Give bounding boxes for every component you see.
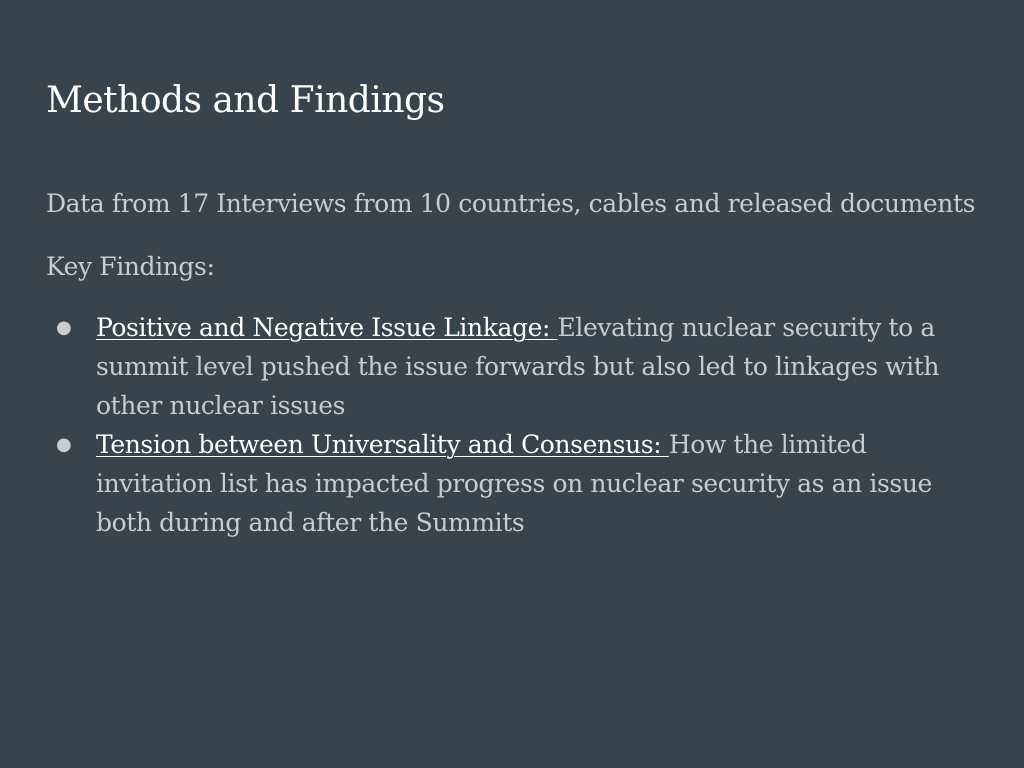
findings-list	[46, 308, 986, 542]
finding-text: How the limited invitation list has impacted progress on nuclear security as an issue both during and after the Summits	[96, 430, 932, 537]
slide-title: Methods and Findings	[46, 80, 445, 121]
finding-text: Elevating nuclear security to a summit level pushed the issue forwards but also led to linkages with other nuclear issues	[96, 313, 940, 420]
bullet-icon: ●	[56, 434, 72, 455]
slide-body	[46, 184, 986, 542]
key-findings-label: Key Findings:	[46, 252, 215, 281]
finding-item	[46, 308, 986, 425]
finding-heading-link[interactable]: Tension between Universality and Consensus:	[96, 430, 669, 459]
bullet-icon: ●	[56, 317, 72, 338]
finding-heading-link[interactable]: Positive and Negative Issue Linkage:	[96, 313, 558, 342]
data-sources-text: Data from 17 Interviews from 10 countries, cables and released documents	[46, 189, 976, 218]
finding-item	[46, 425, 986, 542]
